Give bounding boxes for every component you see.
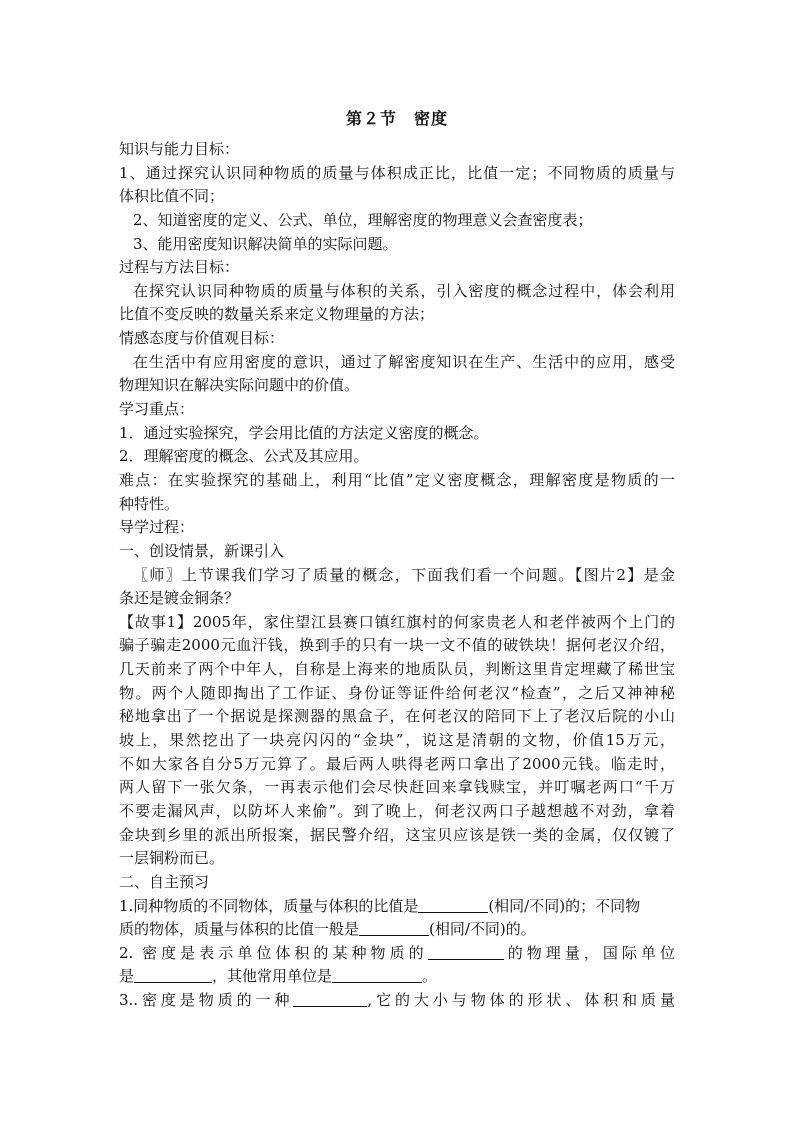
text-line: 【故事1】2005年，家住望江县赛口镇红旗村的何家贵老人和老伴被两个上门的 [119,612,675,631]
text-line: 两人留下一张欠条，一再表示他们会尽快赶回来拿钱赎宝，并叮嘱老两口“千万 [119,778,675,797]
text-line: 一层铜粉而已。 [119,849,225,868]
fill-in-text: (相同/不同)的。 [429,920,536,939]
text-line: 学习重点： [119,400,195,419]
text-line: 3、能用密度知识解决简单的实际问题。 [133,234,398,253]
answer-blank [332,967,422,983]
text-line: 1．通过实验探究，学会用比值的方法定义密度的概念。 [119,423,489,442]
text-line: 物。两个人随即掏出了工作证、身份证等证件给何老汉“检查”，之后又神神秘 [119,683,675,702]
answer-blank [293,991,367,1007]
fill-in-text: 的物理量，国际单位 [503,943,675,962]
text-line: 坡上，果然挖出了一块亮闪闪的“金块”，说这是清朝的文物，价值15万元， [119,731,675,750]
fill-in-line [119,989,675,1013]
text-line: 几天前来了两个中年人，自称是上海来的地质队员，判断这里肯定埋藏了稀世宝 [119,660,675,679]
fill-in-text: 2. 密度是表示单位体积的某种物质的 [119,943,428,962]
text-line: 2、知道密度的定义、公式、单位，理解密度的物理意义会查密度表； [133,210,593,229]
answer-blank [418,897,488,913]
text-line: 过程与方法目标： [119,258,240,277]
page-title: 第２节 密度 [345,109,448,128]
fill-in-text: 。 [422,967,438,986]
fill-in-line [119,942,675,966]
text-line: 金块到乡里的派出所报案，据民警介绍，这宝贝应该是铁一类的金属，仅仅镀了 [119,825,675,844]
text-line: 不如大家各自分5万元算了。最后两人哄得老两口拿出了2000元钱。临走时， [119,754,675,773]
document-body [119,138,675,1013]
text-line: 情感态度与价值观目标： [119,329,285,348]
text-line: 物理知识在解决实际问题中的价值。 [119,376,360,395]
text-line: 不要走漏风声，以防坏人来偷”。到了晚上，何老汉两口子越想越不对劲，拿着 [119,801,675,820]
text-line: 导学过程： [119,518,195,537]
text-line: 比值不变反映的数量关系来定义物理量的方法； [119,305,435,324]
text-line: 〖师〗上节课我们学习了质量的概念，下面我们看一个问题。【图片2】是金 [133,565,675,584]
text-line: 知识与能力目标： [119,140,240,158]
text-line: 骗子骗走2000元血汗钱，换到手的只有一块一文不值的破铁块！据何老汉介绍， [119,636,675,655]
fill-in-text: 是 [119,967,135,986]
fill-in-text: ,它的大小与物体的形状、体积和质量 [367,991,675,1010]
text-line: 条还是镀金铜条？ [119,589,240,608]
fill-in-text: (相同/不同)的；不同物 [488,896,641,915]
fill-in-line [119,965,675,989]
fill-in-line [119,918,675,942]
text-line: 体积比值不同； [119,187,225,206]
answer-blank [359,920,429,936]
fill-in-text: 3..密度是物质的一种 [119,991,294,1010]
text-line: 1、通过探究认识同种物质的质量与体积成正比，比值一定；不同物质的质量与 [119,163,675,182]
text-line: 种特性。 [119,494,180,513]
fill-in-text: 1.同种物质的不同物体，质量与体积的比值是 [119,896,419,915]
text-line: 在探究认识同种物质的质量与体积的关系，引入密度的概念过程中，体会利用 [133,281,675,300]
text-line: 二、自主预习 [119,872,210,891]
answer-blank [134,967,212,983]
text-line: 一、创设情景，新课引入 [119,541,285,560]
answer-blank [428,944,504,960]
fill-in-line [119,895,675,919]
fill-in-text: ，其他常用单位是 [212,967,333,986]
fill-in-text: 质的物体，质量与体积的比值一般是 [119,920,360,939]
text-line: 难点：在实验探究的基础上，利用“比值”定义密度概念，理解密度是物质的一 [119,470,675,489]
text-line: 秘地拿出了一个据说是探测器的黑盒子，在何老汉的陪同下上了老汉后院的小山 [119,707,675,726]
text-line: 2．理解密度的概念、公式及其应用。 [119,447,369,466]
text-line: 在生活中有应用密度的意识，通过了解密度知识在生产、生活中的应用，感受 [133,352,675,371]
